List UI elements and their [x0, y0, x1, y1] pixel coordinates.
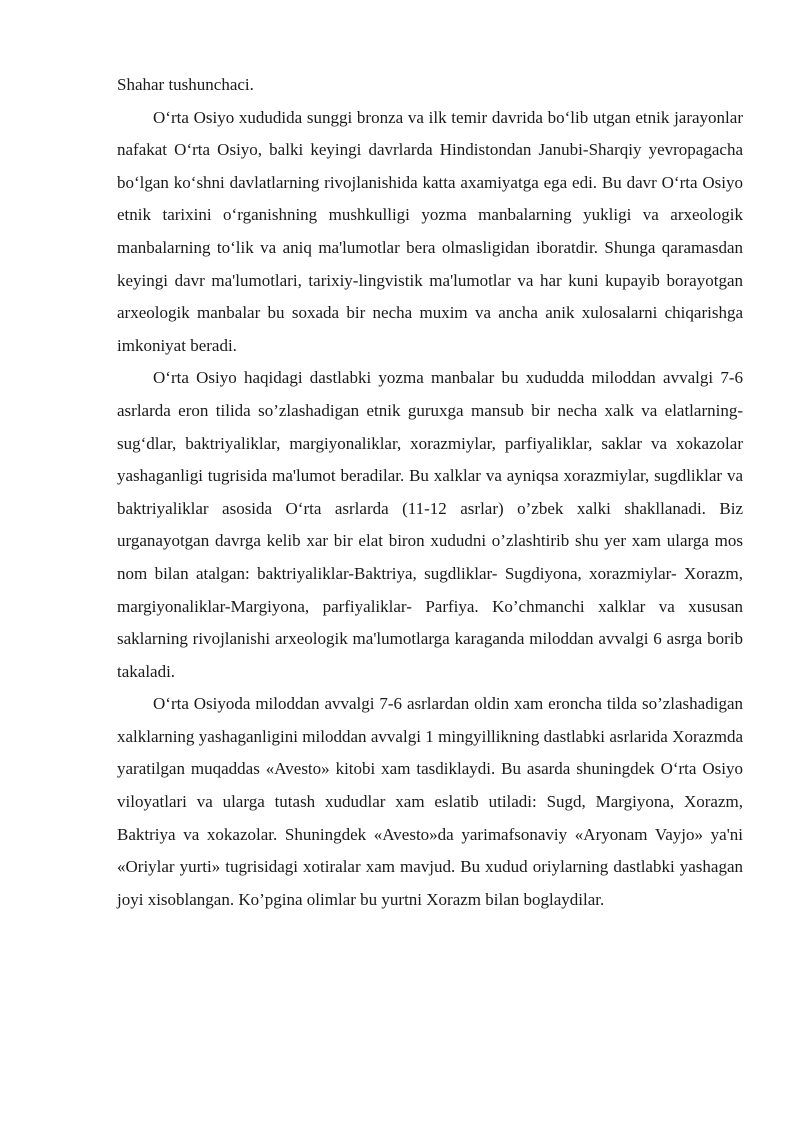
paragraph-heading-line: Shahar tushunchaci. [117, 75, 254, 94]
paragraph-2: O‘rta Osiyo haqidagi dastlabki yozma manbalar bu xududda miloddan avvalgi 7-6 asrlarda eron tilida so’zlashadigan etnik guruxga mansub bir necha xalk va elatlarning-sug‘dlar, baktriyaliklar, margiyonaliklar, xorazmiylar, parfiyaliklar, saklar va xokazolar yashaganligi tugrisida ma'lumot beradilar. Bu xalklar va ayniqsa xorazmiylar, sugdliklar va baktriyaliklar asosida O‘rta asrlarda (11-12 asrlar) o’zbek xalki shakllanadi. Biz urganayotgan davrga kelib xar bir elat biron xududni o’zlashtirib shu yer xam ularga mos nom bilan atalgan: baktriyaliklar-Baktriya, sugdliklar- Sugdiyona, xorazmiylar- Xorazm, margiyonaliklar-Margiyona, parfiyaliklar- Parfiya. Ko’chmanchi xalklar va xususan saklarning rivojlanishi arxeologik ma'lumotlarga karaganda miloddan avvalgi 6 asrga borib takaladi. [117, 368, 743, 681]
document-page [117, 69, 743, 916]
paragraph-1: O‘rta Osiyo xududida sunggi bronza va ilk temir davrida bo‘lib utgan etnik jarayonlar nafakat O‘rta Osiyo, balki keyingi davrlarda Hindistondan Janubi-Sharqiy yevropagacha bo‘lgan ko‘shni davlatlarning rivojlanishida katta axamiyatga ega edi. Bu davr O‘rta Osiyo etnik tarixini o‘rganishning mushkulligi yozma manbalarning yukligi va arxeologik manbalarning to‘lik va aniq ma'lumotlar bera olmasligidan iboratdir. Shunga qaramasdan keyingi davr ma'lumotlari, tarixiy-lingvistik ma'lumotlar va har kuni kupayib borayotgan arxeologik manbalar bu soxada bir necha muxim va ancha anik xulosalarni chiqarishga imkoniyat beradi. [117, 107, 743, 355]
paragraph-3: O‘rta Osiyoda miloddan avvalgi 7-6 asrlardan oldin xam eroncha tilda so’zlashadigan xalklarning yashaganligini miloddan avvalgi 1 mingyillikning dastlabki asrlarida Xorazmda yaratilgan muqaddas «Avesto» kitobi xam tasdiklaydi. Bu asarda shuningdek O‘rta Osiyo viloyatlari va ularga tutash xududlar xam eslatib utiladi: Sugd, Margiyona, Xorazm, Baktriya va xokazolar. Shuningdek «Avesto»da yarimafsonaviy «Aryonam Vayjo» ya'ni «Oriylar yurti» tugrisidagi xotiralar xam mavjud. Bu xudud oriylarning dastlabki yashagan joyi xisoblangan. Ko’pgina olimlar bu yurtni Xorazm bilan boglaydilar. [117, 694, 743, 909]
